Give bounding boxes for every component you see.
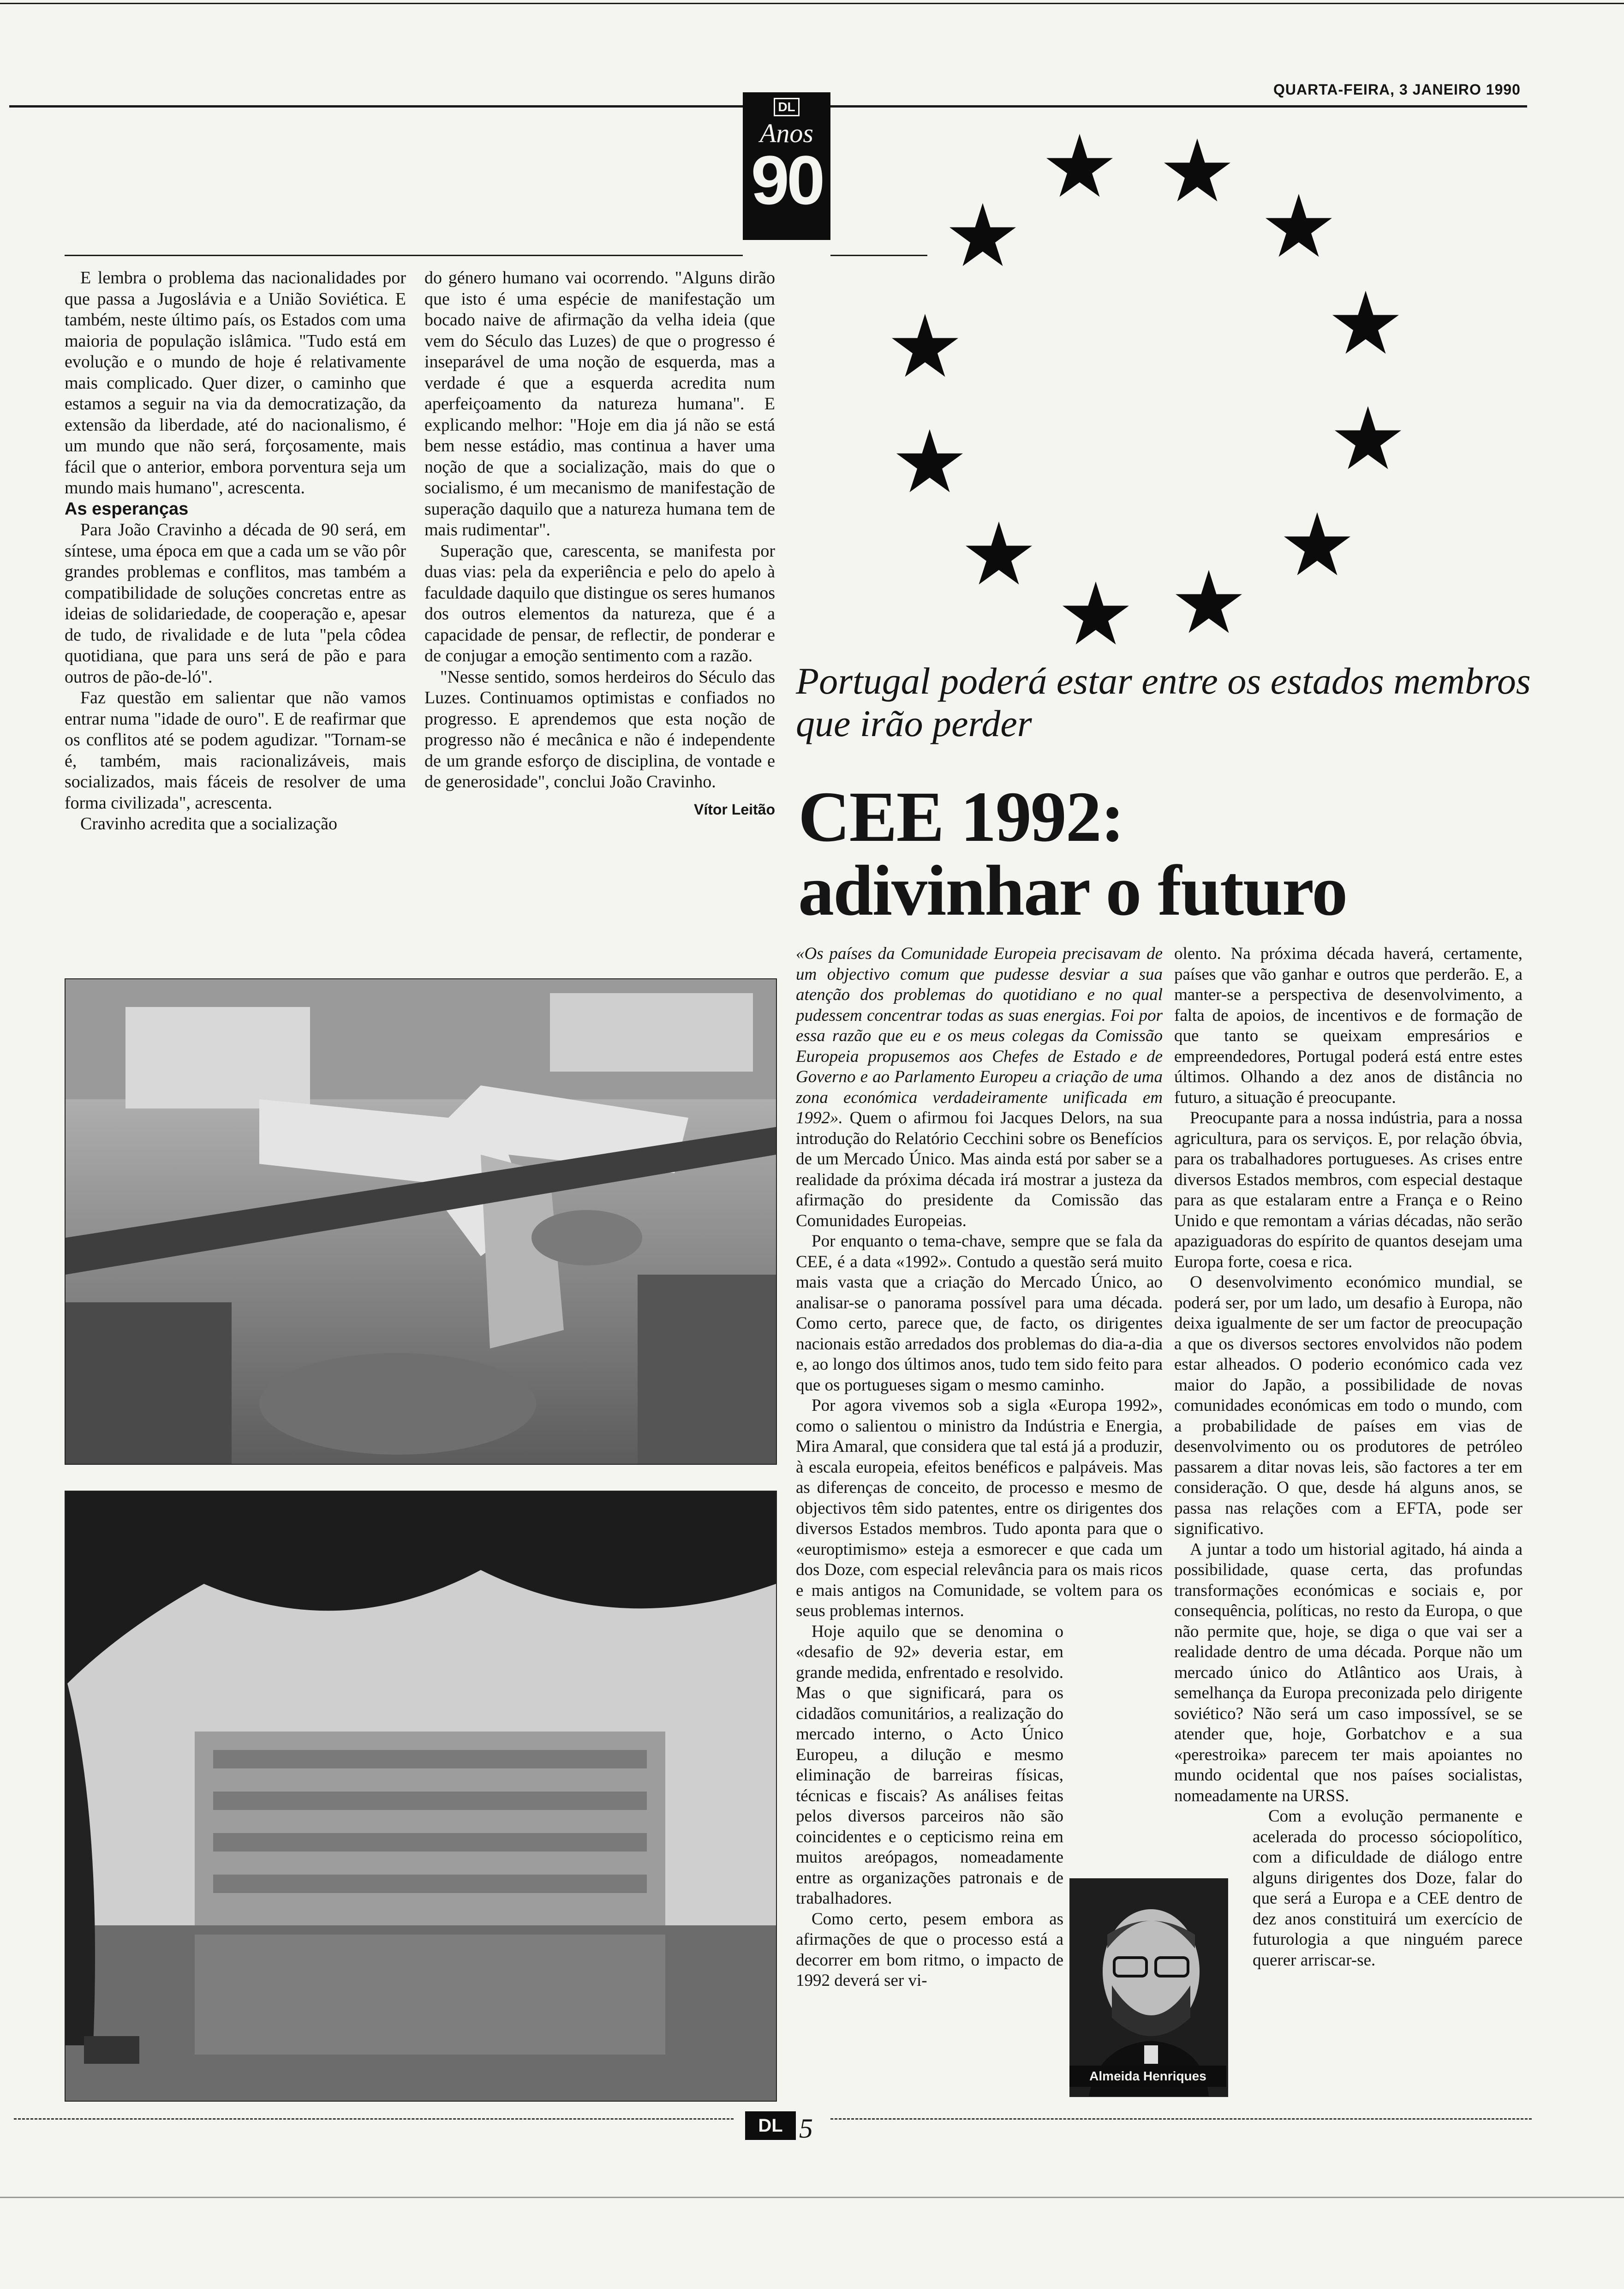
eu-star-icon bbox=[895, 429, 964, 498]
aerial-building-photo bbox=[65, 978, 777, 1465]
footer-rule-left bbox=[14, 2118, 734, 2120]
logo-dl-mark: DL bbox=[774, 98, 799, 116]
paragraph: Hoje aquilo que se denomina o «desafio de 92» deveria estar, em grande medida, enfrentado e resolvido. Mas o que significará, para os cidadãos comunitários, a realização do mercado interno, o Acto Único Europeu, a dilução e mesmo eliminação de barreiras físicas, técnicas e fiscais? As análises feitas pelos diversos parceiros não são coincidentes e o cepticismo reina em muitos areópagos, nomeadamente entre as organizações patronais e de trabalhadores. bbox=[796, 1622, 1063, 1908]
paragraph: olento. Na próxima década haverá, certamente, países que vão ganhar e outros que perderão. E, a manter-se a perspectiva de desenvolvimento, a falta de apoios, de incentivos e de formação de que tanto se queixam empresários e empreendedores, Portugal poderá está entre estes últimos. Olhando a dez anos de distância no futuro, a situação é preocupante. bbox=[1174, 944, 1522, 1107]
main-article-column-4 bbox=[1174, 944, 1522, 1971]
portrait-photo bbox=[1069, 1878, 1228, 2097]
footer-logo: DL bbox=[745, 2111, 796, 2140]
portrait-caption: Almeida Henriques bbox=[1069, 2066, 1226, 2087]
headline-line-2: adivinhar o futuro bbox=[798, 851, 1347, 930]
section-rule-right bbox=[830, 255, 927, 256]
paragraph: O desenvolvimento económico mundial, se poderá ser, por um lado, um desafio à Europa, não deixa igualmente de ser um factor de preocupação a que os diversos sectores envolvidos não podem estar alheados. O poderio económico cada vez maior do Japão, a possibilidade de novas comunidades económicas em todo o mundo, com a probabilidade de países em vias de desenvolvimento ou os produtores de petróleo passarem a ditar novas leis, são factores a ter em consideração. O que, desde há alguns anos, se passa nas relações com a EFTA, pode ser significativo. bbox=[1174, 1273, 1522, 1538]
paragraph: A juntar a todo um historial agitado, há ainda a possibilidade, quase certa, das profundas transformações económicas e sociais e, por consequência, políticas, no resto da Europa, o que não permite que, hoje, se diga o que vai ser a realidade dentro de uma década. Porque não um mercado único do Atlântico aos Urais, à semelhança da Europa preconizada pelo dirigente soviético? Não será um caso impossível, se se atender que, hoje, Gorbatchov e a sua «perestroika» parecem ter mais apoiantes no mundo ocidental que nos países socialistas, nomeadamente na URSS. bbox=[1174, 1540, 1522, 1805]
eu-star-icon bbox=[1331, 291, 1400, 360]
lead-tail: Quem o afirmou foi Jacques Delors, na sua introdução do Relatório Cecchini sobre os Benefícios de um Mercado Único. Mas ainda está por saber se a realidade da próxima década irá mostrar a justeza da afirmação do presidente da Comissão das Comunidades Europeias. bbox=[796, 1109, 1163, 1230]
parliament-building-photo bbox=[65, 1491, 777, 2102]
left-article-column-1 bbox=[65, 268, 406, 835]
issue-date: QUARTA-FEIRA, 3 JANEIRO 1990 bbox=[1273, 81, 1521, 98]
eu-star-icon bbox=[1061, 581, 1130, 651]
logo-90: 90 bbox=[751, 141, 823, 219]
paragraph: "Nesse sentido, somos herdeiros do Século das Luzes. Continuamos optimistas e confiados no progresso. E aprendemos que esta noção de progresso não é mecânica e não é independente de um grande esforço de disciplina, de vontade e de generosidade", conclui João Cravinho. bbox=[424, 667, 775, 791]
eu-star-icon bbox=[1174, 570, 1243, 639]
top-edge-rule bbox=[0, 3, 1624, 4]
headline-line-1: CEE 1992: bbox=[798, 777, 1124, 857]
paragraph: Com a evolução permanente e acelerada do processo sóciopolítico, com a dificuldade de diálogo entre alguns dirigentes dos Doze, falar do que será a Europa e a CEE dentro de dez anos constituirá um exercício de futurologia a que ninguém parece querer arriscar-se. bbox=[1253, 1807, 1522, 1970]
paragraph: Por enquanto o tema-chave, sempre que se fala da CEE, é a data «1992». Contudo a questão será muito mais vasta que a criação do Mercado Único, ao analisar-se o panorama possível para uma década. Como certo, parece que, de facto, os dirigentes nacionais estão arredados dos problemas do dia-a-dia e, ao longo dos últimos anos, tudo tem sido feito para que os portugueses sigam o mesmo caminho. bbox=[796, 1232, 1163, 1395]
eu-star-icon bbox=[1045, 134, 1114, 203]
byline: Vítor Leitão bbox=[693, 801, 775, 818]
kicker: Portugal poderá estar entre os estados membros que irão perder bbox=[796, 660, 1531, 744]
eu-star-icon bbox=[948, 203, 1017, 272]
section-rule-left bbox=[65, 255, 743, 256]
paragraph: Como certo, pesem embora as afirmações de que o processo está a decorrer em bom ritmo, o impacto de 1992 deverá ser vi- bbox=[796, 1909, 1063, 1990]
paragraph: E lembra o problema das nacionalidades por que passa a Jugoslávia e a União Soviética. E também, neste último país, os Estados com uma maioria de população islâmica. "Tudo está em evolução e o mundo de hoje é relativamente mais complicado. Quer dizer, o caminho que estamos a seguir na via da democratização, da extensão da liberdade, até do nacionalismo, é um mundo que não será, forçosamente, mais fácil que o anterior, embora porventura seja um mundo mais humano", acrescenta. bbox=[65, 268, 406, 497]
main-article-column-3 bbox=[796, 944, 1163, 1991]
paragraph: Superação que, carescenta, se manifesta por duas vias: pela da experiência e pelo do apelo à faculdade daquilo que distingue os seres humanos dos outros elementos da natureza, que é a capacidade de pensar, de reflectir, de ponderar e de conjugar a emoção sentimento com a razão. bbox=[424, 541, 775, 665]
left-article-column-2 bbox=[424, 268, 775, 820]
eu-star-icon bbox=[1283, 512, 1352, 581]
footer-rule-right bbox=[830, 2118, 1532, 2120]
eu-star-icon bbox=[1163, 138, 1232, 208]
lead-quote: «Os países da Comunidade Europeia precisavam de um objectivo comum que pudesse desviar a sua atenção dos problemas do quotidiano e no qual pudessem concentrar todas as suas energias. Foi por essa razão que eu e os meus colegas da Comissão Europeia propusemos aos Chefes de Estado e de Governo e ao Parlamento Europeu a criação de uma zona económica verdadeiramente unificada em 1992». bbox=[796, 944, 1163, 1127]
lead-paragraph bbox=[796, 944, 1163, 1231]
paragraph: Cravinho acredita que a socialização bbox=[80, 814, 338, 833]
paragraph: Preocupante para a nossa indústria, para a nossa agricultura, para os serviços. E, por relação óbvia, para os trabalhadores portugueses. As crises entre diversos Estados membros, com especial destaque para as que estalaram entre a França e o Reino Unido e que remontam a várias décadas, não serão apaziguadoras do espírito de quantos desejam uma Europa forte, coesa e rica. bbox=[1174, 1109, 1522, 1271]
subhead-esperancas: As esperanças bbox=[65, 499, 189, 519]
paragraph: Faz questão em salientar que não vamos entrar numa "idade de ouro". E de reafirmar que os conflitos até se podem agudizar. "Tornam-se é, também, mais racionalizáveis, mais socializados, mais fáceis de resolver de uma forma civilizada", acrescenta. bbox=[65, 688, 406, 813]
paragraph: Para João Cravinho a década de 90 será, em síntese, uma época em que a cada um se vão pôr grandes problemas e conflitos, mas também a compatibilidade de soluções concretas entre as ideias de solidariedade, de cooperação e, apesar de tudo, de rivalidade e de luta "pela côdea quotidiana, que para uns será de pão e para outros de pão-de-ló". bbox=[65, 520, 406, 687]
section-logo bbox=[743, 92, 830, 240]
paragraph: do género humano vai ocorrendo. "Alguns dirão que isto é uma espécie de manifestação um bocado naive de afirmação da velha ideia (que vem do Século das Luzes) de que o progresso é inseparável de uma noção de esquerda, mas a verdade é que a esquerda acredita num aperfeiçoamento da natureza humana". E explicando melhor: "Hoje em dia já não se está bem nesse estádio, mas continua a haver uma noção de que a socialização, mais do que o socialismo, é um mecanismo de manifestação de superação daquilo que a natureza humana tem de mais rudimentar". bbox=[424, 268, 775, 539]
page-number: 5 bbox=[799, 2113, 813, 2144]
eu-star-icon bbox=[964, 521, 1033, 591]
eu-star-icon bbox=[1333, 406, 1403, 475]
eu-star-icon bbox=[1264, 194, 1333, 263]
paragraph: Por agora vivemos sob a sigla «Europa 1992», como o salientou o ministro da Indústria e Energia, Mira Amaral, que considera que tal está já a produzir, à escala europeia, efeitos benéficos e palpáveis. Mas as diferenças de conceito, de processo e mesmo de objectivos têm sido patentes, entre os dirigentes dos diversos Estados membros. Tudo aponta para que o «europtimismo» esteja a esmorecer e que cada um dos Doze, com especial relevância para os mais ricos e mais antigos na Comunidade, se voltem para os seus problemas internos. bbox=[796, 1396, 1163, 1620]
eu-star-icon bbox=[890, 314, 960, 383]
bottom-edge-rule bbox=[0, 2197, 1624, 2198]
logo-anos: Anos bbox=[760, 118, 813, 148]
